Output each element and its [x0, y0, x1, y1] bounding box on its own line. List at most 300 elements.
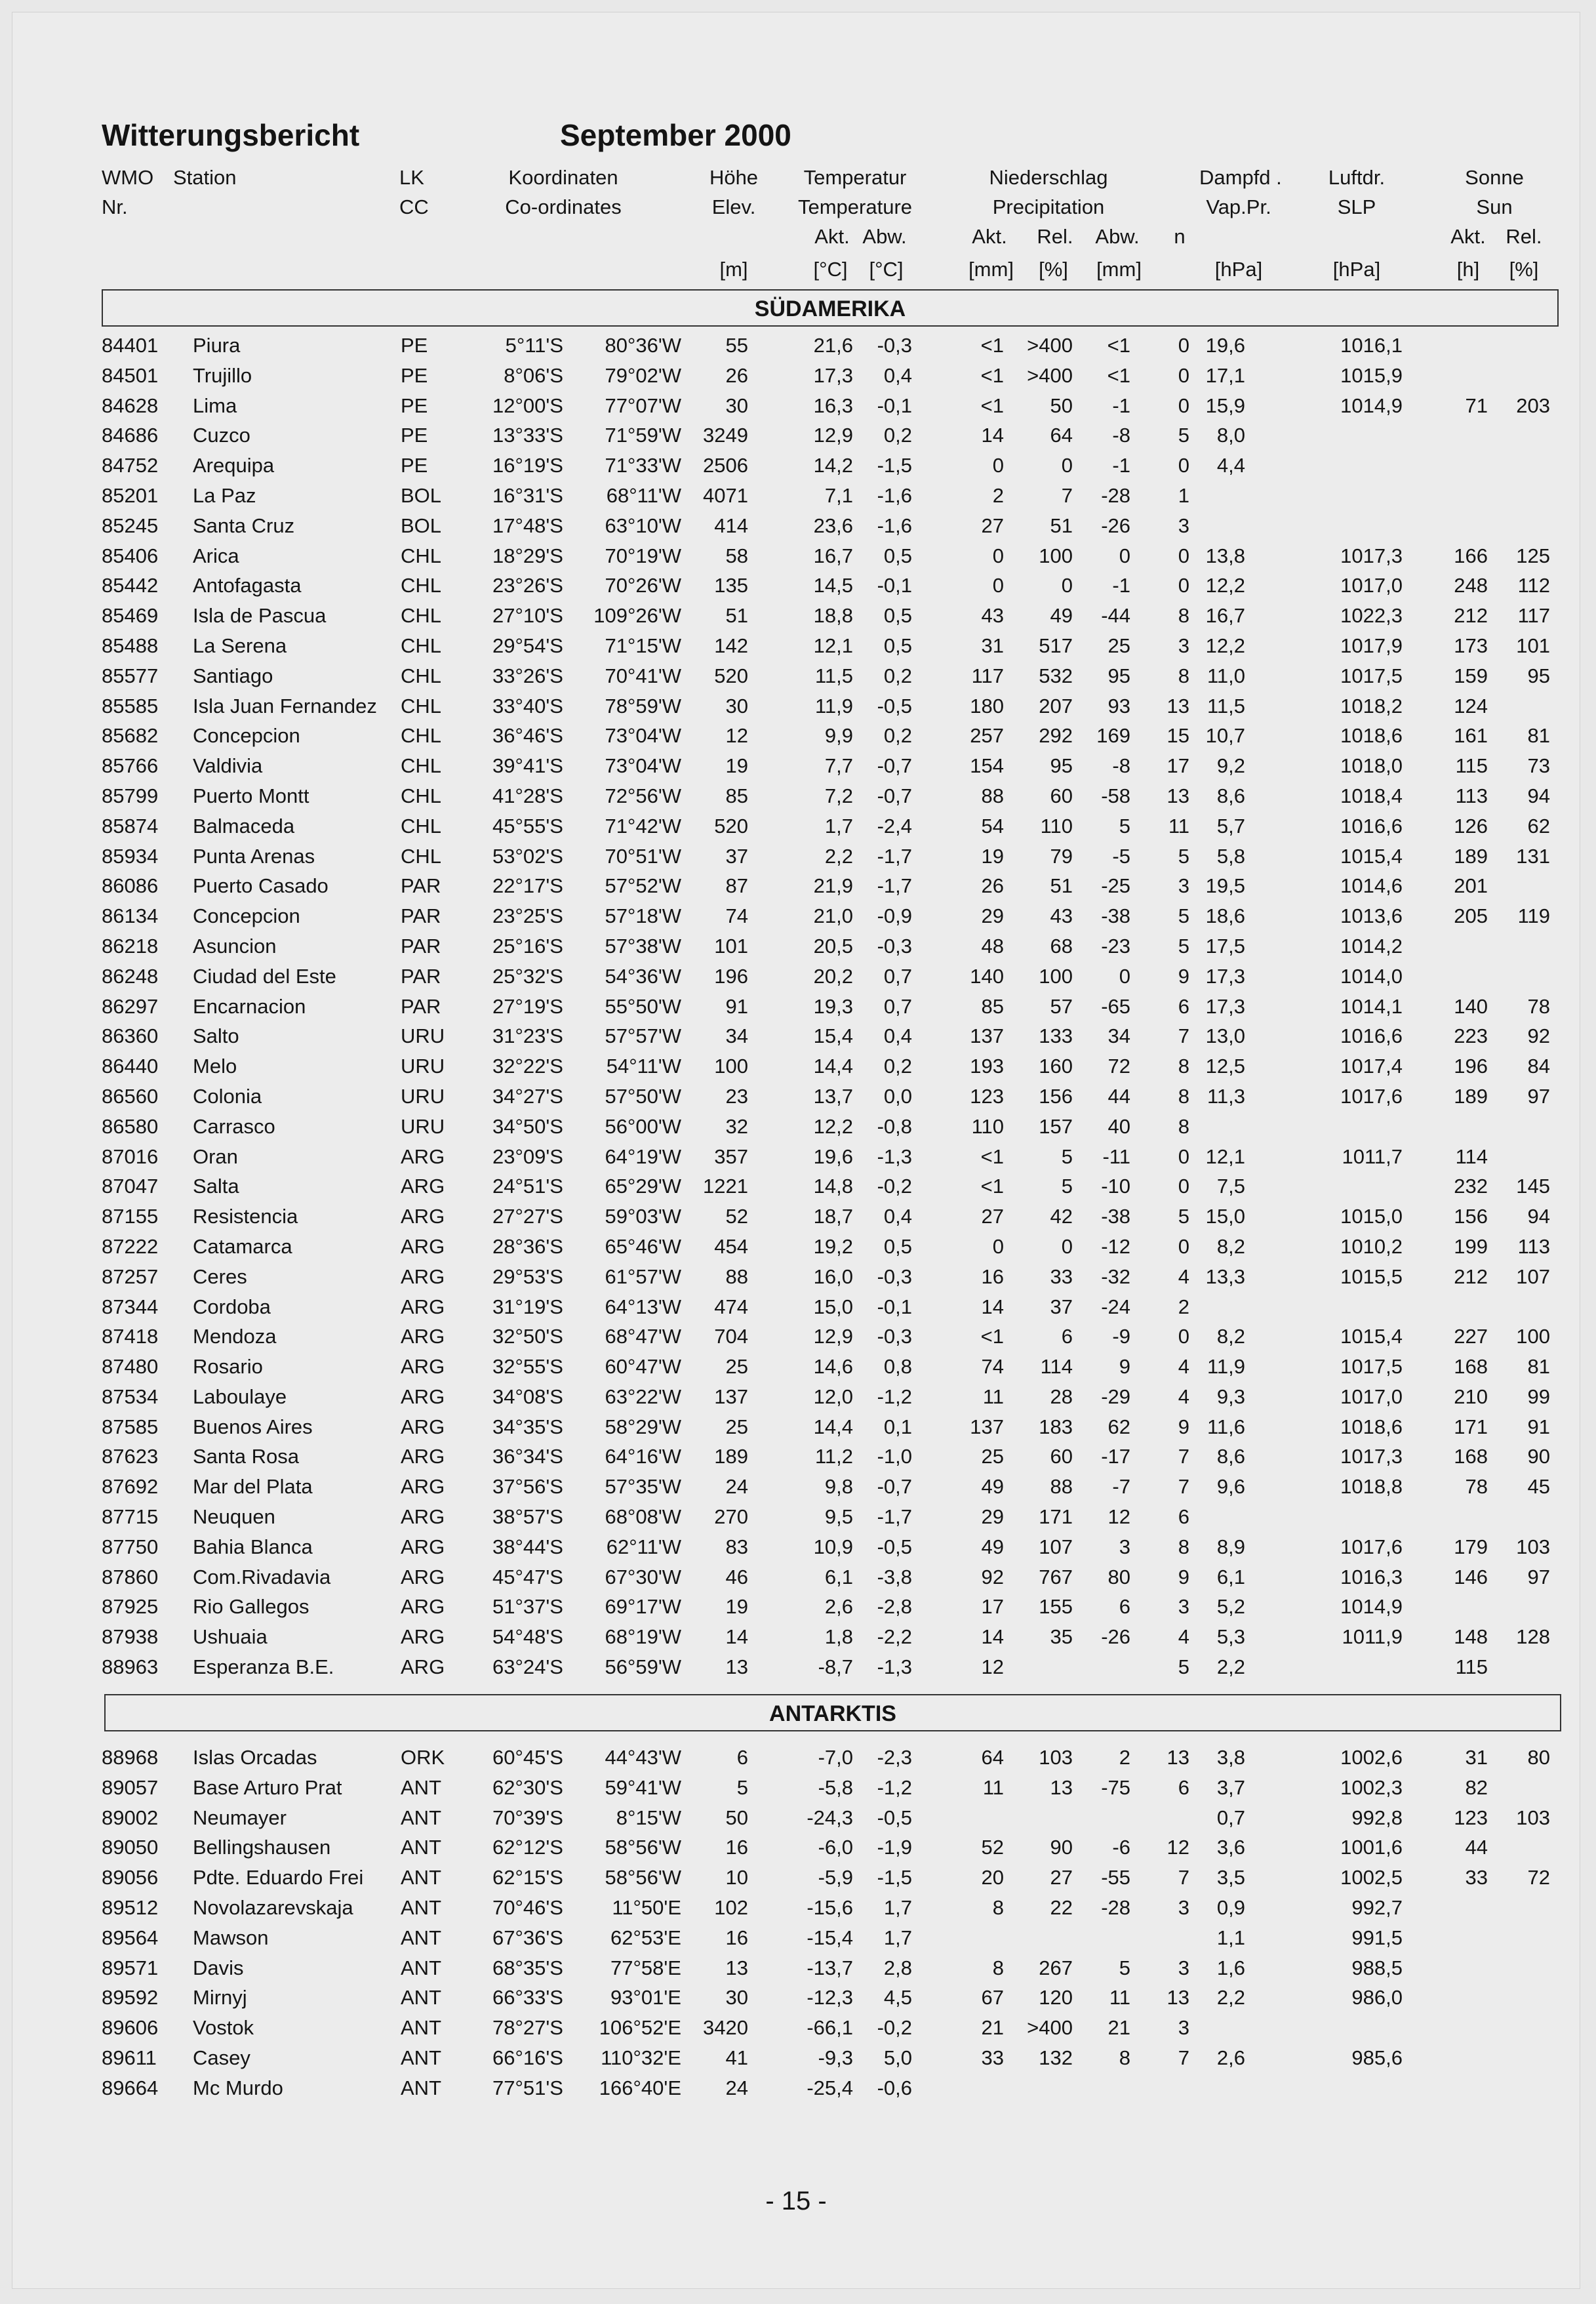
cell-prec-n: 2	[1178, 1295, 1189, 1318]
cell-longitude: 69°17'W	[605, 1595, 681, 1619]
cell-country-code: ARG	[401, 1205, 445, 1228]
cell-elevation: 270	[714, 1505, 748, 1529]
cell-longitude: 73°04'W	[605, 754, 681, 778]
cell-prec-rel: 27	[1050, 1866, 1073, 1890]
cell-longitude: 63°10'W	[605, 514, 681, 537]
cell-vap-pressure: 2,2	[1216, 1986, 1245, 2010]
cell-temp-akt: -24,3	[807, 1806, 853, 1829]
cell-prec-akt: <1	[980, 1175, 1004, 1198]
cell-prec-rel: 110	[1040, 814, 1073, 838]
cell-prec-abw: -26	[1101, 1625, 1130, 1649]
cell-elevation: 10	[725, 1866, 748, 1890]
cell-temp-akt: -66,1	[807, 2016, 853, 2040]
cell-temp-akt: -7,0	[818, 1746, 853, 1769]
cell-longitude: 110°32'E	[601, 2046, 681, 2069]
table-row	[12, 1502, 1580, 1532]
cell-wmo-number: 84501	[102, 363, 159, 387]
cell-latitude: 70°39'S	[492, 1806, 563, 1829]
cell-longitude: 62°11'W	[606, 1535, 681, 1558]
cell-station-name: Mawson	[193, 1926, 269, 1949]
cell-vap-pressure: 8,2	[1216, 1234, 1245, 1258]
table-row	[12, 811, 1580, 841]
cell-slp: 1011,9	[1342, 1625, 1403, 1649]
cell-sun-rel: 131	[1516, 844, 1550, 868]
cell-prec-n: 4	[1178, 1264, 1189, 1288]
cell-wmo-number: 85469	[102, 604, 159, 628]
cell-wmo-number: 85442	[102, 574, 159, 597]
cell-prec-rel: 51	[1050, 514, 1073, 537]
cell-sun-rel: 45	[1527, 1475, 1550, 1499]
cell-prec-abw: 44	[1107, 1084, 1130, 1108]
hdr-unit-degc-2: [°C]	[869, 258, 904, 281]
cell-longitude: 57°35'W	[605, 1475, 681, 1499]
cell-slp: 1017,5	[1340, 664, 1403, 687]
cell-vap-pressure: 16,7	[1205, 604, 1245, 628]
cell-prec-n: 7	[1178, 1475, 1189, 1499]
cell-longitude: 57°57'W	[605, 1024, 681, 1048]
hdr-unit-m: [m]	[719, 258, 748, 281]
cell-elevation: 12	[725, 724, 748, 748]
cell-longitude: 57°50'W	[605, 1084, 681, 1108]
cell-station-name: Carrasco	[193, 1114, 275, 1138]
cell-latitude: 32°55'S	[492, 1355, 563, 1379]
cell-vap-pressure: 3,5	[1216, 1866, 1245, 1890]
cell-vap-pressure: 1,6	[1216, 1956, 1245, 1979]
cell-vap-pressure: 3,6	[1216, 1836, 1245, 1859]
cell-prec-abw: -12	[1101, 1234, 1130, 1258]
cell-sun-akt: 189	[1454, 844, 1488, 868]
cell-prec-n: 8	[1178, 1114, 1189, 1138]
cell-station-name: Base Arturo Prat	[193, 1775, 342, 1799]
cell-prec-n: 0	[1178, 1325, 1189, 1348]
cell-slp: 1014,9	[1340, 394, 1403, 417]
cell-prec-rel: 28	[1050, 1384, 1073, 1408]
cell-prec-abw: -8	[1112, 754, 1130, 778]
cell-temp-abw: -0,1	[877, 394, 912, 417]
cell-temp-akt: 23,6	[813, 514, 853, 537]
cell-prec-abw: 25	[1107, 634, 1130, 657]
cell-longitude: 109°26'W	[593, 604, 681, 628]
cell-longitude: 54°11'W	[606, 1055, 681, 1078]
cell-sun-akt: 140	[1454, 994, 1488, 1018]
cell-sun-akt: 146	[1454, 1565, 1488, 1588]
table-row	[12, 1472, 1580, 1502]
table-row	[12, 871, 1580, 901]
cell-prec-n: 4	[1178, 1625, 1189, 1649]
cell-slp: 1015,5	[1340, 1264, 1403, 1288]
cell-longitude: 57°52'W	[605, 874, 681, 898]
cell-station-name: Balmaceda	[193, 814, 295, 838]
cell-wmo-number: 87750	[102, 1535, 159, 1558]
cell-country-code: ARG	[401, 1625, 445, 1649]
cell-temp-abw: 0,2	[883, 724, 912, 748]
hdr-unit-mm-2: [mm]	[1096, 258, 1142, 281]
cell-longitude: 73°04'W	[605, 724, 681, 748]
cell-longitude: 68°08'W	[605, 1505, 681, 1529]
cell-prec-akt: 25	[981, 1445, 1004, 1468]
cell-country-code: ARG	[401, 1264, 445, 1288]
cell-longitude: 93°01'E	[610, 1986, 681, 2010]
cell-temp-abw: 0,1	[883, 1415, 912, 1438]
cell-country-code: CHL	[401, 724, 442, 748]
report-title: Witterungsbericht	[102, 118, 360, 152]
cell-prec-rel: 90	[1050, 1836, 1073, 1859]
cell-country-code: ORK	[401, 1746, 445, 1769]
cell-prec-akt: 19	[981, 844, 1004, 868]
cell-country-code: PE	[401, 454, 428, 477]
cell-sun-akt: 210	[1454, 1384, 1488, 1408]
cell-prec-rel: 68	[1050, 934, 1073, 958]
cell-wmo-number: 85488	[102, 634, 159, 657]
cell-prec-n: 7	[1178, 1866, 1189, 1890]
cell-temp-abw: -0,5	[877, 1535, 912, 1558]
cell-latitude: 34°35'S	[492, 1415, 563, 1438]
cell-prec-akt: 92	[981, 1565, 1004, 1588]
hdr-prec-n: n	[1174, 225, 1186, 248]
cell-slp: 1002,3	[1340, 1775, 1403, 1799]
cell-country-code: PAR	[401, 874, 441, 898]
cell-elevation: 19	[725, 1595, 748, 1619]
cell-temp-abw: -1,6	[877, 514, 912, 537]
cell-latitude: 25°32'S	[492, 964, 563, 988]
cell-temp-akt: 19,2	[813, 1234, 853, 1258]
cell-prec-rel: 0	[1061, 454, 1073, 477]
cell-station-name: Puerto Casado	[193, 874, 329, 898]
cell-wmo-number: 87860	[102, 1565, 159, 1588]
cell-slp: 1015,4	[1340, 844, 1403, 868]
table-row	[12, 1923, 1580, 1953]
cell-latitude: 70°46'S	[492, 1895, 563, 1919]
cell-temp-abw: -1,0	[877, 1445, 912, 1468]
cell-prec-akt: 85	[981, 994, 1004, 1018]
cell-station-name: Isla de Pascua	[193, 604, 327, 628]
table-row	[12, 1021, 1580, 1051]
cell-prec-n: 0	[1178, 363, 1189, 387]
cell-temp-akt: -8,7	[818, 1655, 853, 1679]
cell-wmo-number: 87480	[102, 1355, 159, 1379]
cell-vap-pressure: 7,5	[1216, 1175, 1245, 1198]
cell-prec-rel: 267	[1039, 1956, 1073, 1979]
cell-prec-abw: <1	[1107, 334, 1130, 357]
cell-wmo-number: 87715	[102, 1505, 159, 1529]
cell-latitude: 62°12'S	[492, 1836, 563, 1859]
cell-sun-akt: 78	[1465, 1475, 1488, 1499]
cell-prec-abw: 34	[1107, 1024, 1130, 1048]
cell-slp: 1013,6	[1340, 904, 1403, 928]
cell-prec-n: 5	[1178, 424, 1189, 447]
cell-slp: 1016,3	[1340, 1565, 1403, 1588]
cell-longitude: 67°30'W	[605, 1565, 681, 1588]
cell-prec-rel: 532	[1039, 664, 1073, 687]
cell-station-name: Ceres	[193, 1264, 247, 1288]
cell-elevation: 1221	[703, 1175, 748, 1198]
cell-country-code: PE	[401, 334, 428, 357]
cell-temp-abw: 0,8	[883, 1355, 912, 1379]
cell-prec-n: 0	[1178, 1234, 1189, 1258]
hdr-station: Station	[173, 166, 237, 189]
cell-prec-rel: >400	[1027, 2016, 1073, 2040]
cell-slp: 1011,7	[1342, 1144, 1403, 1168]
cell-longitude: 71°42'W	[605, 814, 681, 838]
cell-station-name: Mar del Plata	[193, 1475, 313, 1499]
cell-station-name: Isla Juan Fernandez	[193, 694, 377, 717]
cell-slp: 1015,9	[1340, 363, 1403, 387]
cell-elevation: 30	[725, 1986, 748, 2010]
cell-slp: 1014,9	[1340, 1595, 1403, 1619]
cell-vap-pressure: 0,9	[1216, 1895, 1245, 1919]
cell-station-name: Lima	[193, 394, 237, 417]
cell-elevation: 454	[714, 1234, 748, 1258]
cell-wmo-number: 85201	[102, 483, 159, 507]
cell-slp: 1015,0	[1340, 1205, 1403, 1228]
cell-temp-akt: -15,6	[807, 1895, 853, 1919]
cell-slp: 991,5	[1351, 1926, 1403, 1949]
cell-prec-akt: <1	[980, 334, 1004, 357]
cell-latitude: 25°16'S	[492, 934, 563, 958]
cell-elevation: 6	[736, 1746, 748, 1769]
cell-latitude: 68°35'S	[492, 1956, 563, 1979]
cell-slp: 1022,3	[1340, 604, 1403, 628]
cell-vap-pressure: 17,1	[1205, 363, 1245, 387]
cell-station-name: Vostok	[193, 2016, 254, 2040]
cell-sun-rel: 103	[1516, 1535, 1550, 1558]
cell-country-code: PAR	[401, 994, 441, 1018]
cell-prec-rel: 37	[1050, 1295, 1073, 1318]
cell-sun-rel: 80	[1527, 1746, 1550, 1769]
cell-station-name: Buenos Aires	[193, 1415, 313, 1438]
cell-vap-pressure: 2,6	[1216, 2046, 1245, 2069]
cell-latitude: 16°19'S	[492, 454, 563, 477]
cell-prec-n: 0	[1178, 454, 1189, 477]
cell-latitude: 17°48'S	[492, 514, 563, 537]
cell-prec-abw: -1	[1112, 574, 1130, 597]
cell-latitude: 22°17'S	[492, 874, 563, 898]
cell-country-code: CHL	[401, 814, 442, 838]
cell-country-code: ARG	[401, 1595, 445, 1619]
cell-prec-n: 0	[1178, 574, 1189, 597]
cell-prec-abw: -58	[1101, 784, 1130, 807]
cell-latitude: 62°30'S	[492, 1775, 563, 1799]
cell-temp-akt: 7,1	[824, 483, 853, 507]
cell-prec-rel: 183	[1039, 1415, 1073, 1438]
cell-temp-akt: 12,0	[813, 1384, 853, 1408]
cell-elevation: 46	[725, 1565, 748, 1588]
cell-prec-akt: <1	[980, 394, 1004, 417]
cell-prec-rel: 95	[1050, 754, 1073, 778]
section-title: ANTARKTIS	[769, 1701, 896, 1726]
cell-longitude: 59°41'W	[605, 1775, 681, 1799]
cell-prec-n: 3	[1178, 1895, 1189, 1919]
cell-latitude: 77°51'S	[492, 2076, 563, 2099]
cell-prec-abw: 169	[1096, 724, 1130, 748]
cell-elevation: 85	[725, 784, 748, 807]
cell-prec-akt: 123	[970, 1084, 1004, 1108]
cell-temp-akt: 9,8	[824, 1475, 853, 1499]
cell-latitude: 5°11'S	[505, 334, 563, 357]
cell-prec-akt: <1	[980, 363, 1004, 387]
cell-temp-akt: 7,7	[824, 754, 853, 778]
cell-prec-abw: -1	[1112, 454, 1130, 477]
cell-prec-n: 4	[1178, 1384, 1189, 1408]
cell-longitude: 56°00'W	[605, 1114, 681, 1138]
table-row	[12, 1803, 1580, 1833]
cell-prec-abw: 80	[1107, 1565, 1130, 1588]
cell-vap-pressure: 11,3	[1207, 1084, 1245, 1108]
cell-prec-n: 1	[1178, 483, 1189, 507]
cell-sun-rel: 203	[1516, 394, 1550, 417]
cell-country-code: CHL	[401, 694, 442, 717]
table-row	[12, 1983, 1580, 2013]
cell-prec-akt: 12	[981, 1655, 1004, 1679]
cell-elevation: 196	[714, 964, 748, 988]
cell-prec-abw: 40	[1107, 1114, 1130, 1138]
cell-longitude: 56°59'W	[605, 1655, 681, 1679]
hdr-unit-pct-2: [%]	[1509, 258, 1539, 281]
cell-temp-abw: 0,2	[883, 664, 912, 687]
cell-slp: 1018,8	[1340, 1475, 1403, 1499]
hdr-luftdr: Luftdr.	[1328, 166, 1386, 189]
cell-temp-akt: 10,9	[813, 1535, 853, 1558]
cell-prec-akt: 0	[992, 454, 1004, 477]
cell-country-code: ANT	[401, 1806, 441, 1829]
cell-temp-abw: -0,8	[877, 1114, 912, 1138]
cell-prec-rel: 5	[1061, 1175, 1073, 1198]
cell-elevation: 37	[725, 844, 748, 868]
cell-latitude: 34°27'S	[492, 1084, 563, 1108]
cell-wmo-number: 85799	[102, 784, 159, 807]
report-period: September 2000	[560, 118, 791, 152]
cell-country-code: URU	[401, 1055, 445, 1078]
cell-temp-akt: 12,1	[813, 634, 853, 657]
cell-station-name: Oran	[193, 1144, 238, 1168]
cell-elevation: 16	[725, 1836, 748, 1859]
cell-temp-akt: 16,3	[813, 394, 853, 417]
cell-temp-abw: -1,3	[877, 1144, 912, 1168]
cell-temp-abw: -0,6	[877, 2076, 912, 2099]
cell-prec-abw: 11	[1109, 1986, 1130, 2010]
cell-temp-abw: -2,3	[877, 1746, 912, 1769]
cell-sun-akt: 168	[1454, 1355, 1488, 1379]
hdr-unit-degc-1: [°C]	[813, 258, 848, 281]
cell-elevation: 25	[725, 1415, 748, 1438]
cell-vap-pressure: 17,3	[1205, 994, 1245, 1018]
cell-country-code: URU	[401, 1024, 445, 1048]
cell-latitude: 28°36'S	[492, 1234, 563, 1258]
cell-prec-akt: 26	[981, 874, 1004, 898]
cell-vap-pressure: 9,2	[1216, 754, 1245, 778]
cell-prec-akt: 54	[981, 814, 1004, 838]
cell-station-name: Colonia	[193, 1084, 262, 1108]
cell-temp-akt: 7,2	[824, 784, 853, 807]
cell-wmo-number: 84628	[102, 394, 159, 417]
cell-slp: 1018,2	[1340, 694, 1403, 717]
cell-longitude: 68°47'W	[605, 1325, 681, 1348]
cell-temp-abw: -0,3	[877, 334, 912, 357]
cell-latitude: 45°47'S	[492, 1565, 563, 1588]
cell-sun-rel: 103	[1516, 1806, 1550, 1829]
cell-sun-akt: 166	[1454, 544, 1488, 567]
cell-elevation: 51	[725, 604, 748, 628]
cell-prec-abw: 8	[1119, 2046, 1130, 2069]
cell-prec-akt: 193	[970, 1055, 1004, 1078]
cell-prec-rel: 60	[1050, 784, 1073, 807]
table-row	[12, 1262, 1580, 1292]
cell-prec-akt: 49	[981, 1535, 1004, 1558]
cell-temp-akt: 11,5	[814, 664, 853, 687]
cell-latitude: 27°19'S	[492, 994, 563, 1018]
cell-prec-akt: 33	[981, 2046, 1004, 2069]
table-row	[12, 1773, 1580, 1803]
cell-prec-abw: 5	[1119, 1956, 1130, 1979]
cell-country-code: ARG	[401, 1655, 445, 1679]
cell-temp-akt: 21,0	[813, 904, 853, 928]
cell-country-code: ARG	[401, 1325, 445, 1348]
cell-slp: 1016,1	[1340, 334, 1403, 357]
cell-sun-rel: 92	[1527, 1024, 1550, 1048]
cell-prec-n: 6	[1178, 994, 1189, 1018]
cell-prec-akt: 180	[970, 694, 1004, 717]
cell-latitude: 36°46'S	[492, 724, 563, 748]
hdr-temperatur: Temperatur	[803, 166, 907, 189]
cell-temp-akt: 16,0	[813, 1264, 853, 1288]
cell-slp: 1002,5	[1340, 1866, 1403, 1890]
cell-station-name: Ushuaia	[193, 1625, 268, 1649]
cell-elevation: 520	[714, 814, 748, 838]
cell-slp: 1017,5	[1340, 1355, 1403, 1379]
cell-temp-akt: 1,8	[824, 1625, 853, 1649]
cell-prec-akt: 16	[981, 1264, 1004, 1288]
cell-country-code: ANT	[401, 1926, 441, 1949]
cell-elevation: 474	[714, 1295, 748, 1318]
cell-elevation: 91	[725, 994, 748, 1018]
cell-country-code: PAR	[401, 934, 441, 958]
cell-station-name: Pdte. Eduardo Frei	[193, 1866, 364, 1890]
cell-longitude: 64°13'W	[605, 1295, 681, 1318]
cell-elevation: 357	[714, 1144, 748, 1168]
table-row	[12, 1322, 1580, 1352]
cell-vap-pressure: 19,6	[1205, 334, 1245, 357]
cell-country-code: ANT	[401, 1895, 441, 1919]
cell-latitude: 27°10'S	[492, 604, 563, 628]
cell-latitude: 31°19'S	[492, 1295, 563, 1318]
cell-elevation: 13	[725, 1655, 748, 1679]
cell-temp-akt: 11,2	[814, 1445, 853, 1468]
cell-sun-rel: 101	[1516, 634, 1550, 657]
cell-wmo-number: 87418	[102, 1325, 159, 1348]
cell-station-name: Mirnyj	[193, 1986, 247, 2010]
cell-station-name: Santiago	[193, 664, 273, 687]
cell-temp-akt: 20,2	[813, 964, 853, 988]
cell-slp: 1014,1	[1340, 994, 1403, 1018]
cell-sun-akt: 126	[1454, 814, 1488, 838]
cell-wmo-number: 86218	[102, 934, 159, 958]
cell-sun-rel: 125	[1516, 544, 1550, 567]
cell-longitude: 65°29'W	[605, 1175, 681, 1198]
cell-sun-akt: 212	[1454, 604, 1488, 628]
cell-prec-rel: 50	[1050, 394, 1073, 417]
cell-longitude: 79°02'W	[605, 363, 681, 387]
cell-elevation: 34	[725, 1024, 748, 1048]
cell-latitude: 29°54'S	[492, 634, 563, 657]
cell-station-name: Bellingshausen	[193, 1836, 331, 1859]
cell-prec-akt: 43	[981, 604, 1004, 628]
cell-prec-akt: 21	[981, 2016, 1004, 2040]
table-row	[12, 541, 1580, 571]
cell-slp: 1017,6	[1340, 1084, 1403, 1108]
cell-temp-akt: 17,3	[813, 363, 853, 387]
hdr-unit-hpa-1: [hPa]	[1214, 258, 1263, 281]
cell-temp-abw: 0,2	[883, 1055, 912, 1078]
